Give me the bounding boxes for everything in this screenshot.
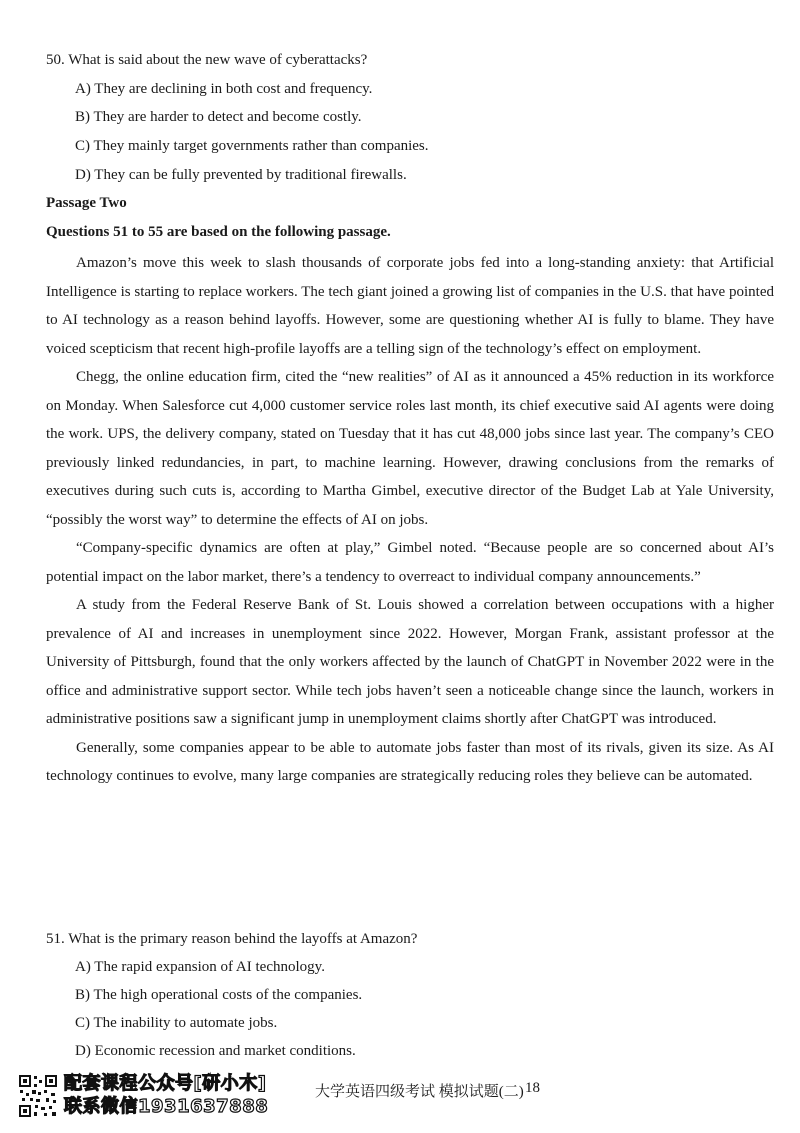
passage-two-instruction: Questions 51 to 55 are based on the following passage. [46,224,391,240]
question-51-option-c: C) The inability to automate jobs. [75,1015,278,1031]
question-51-option-d: D) Economic recession and market conditions. [75,1043,356,1059]
question-50-option-a: A) They are declining in both cost and frequency. [75,81,373,97]
question-50-option-d: D) They can be fully prevented by traditional firewalls. [75,167,407,183]
question-51-option-a: A) The rapid expansion of AI technology. [75,959,325,975]
question-50-option-c: C) They mainly target governments rather than companies. [75,138,429,154]
passage-paragraph-5: Generally, some companies appear to be able to automate jobs faster than most of its rivals, given its size. As AI technology continues to evolve, many large companies are strategically reducing roles they believe can be automated. [46,739,774,784]
qr-code-icon [18,1074,58,1118]
passage-paragraph-3: “Company-specific dynamics are often at play,” Gimbel noted. “Because people are so concerned about AI’s potential impact on the labor market, there’s a tendency to overreact to individual company announcements.” [46,540,774,585]
watermark-line-1: 配套课程公众号[研小木] [64,1073,267,1094]
passage-paragraph-4: A study from the Federal Reserve Bank of St. Louis showed a correlation between occupations with a higher prevalence of AI and increases in unemployment since 2022. However, Morgan Frank, assistant professor at the University of Pittsburgh, found that the only workers affected by the launch of ChatGPT in November 2022 were in the office and administrative support sector. While tech jobs haven’t seen a noticeable change since the launch, workers in administrative positions saw a significant jump in unemployment claims shortly after ChatGPT was introduced. [46,597,774,727]
passage-paragraph-2: Chegg, the online education firm, cited the “new realities” of AI as it announced a 45% reduction in its workforce on Monday. When Salesforce cut 4,000 customer service roles last month, its chief executive said AI agents were doing the work. UPS, the delivery company, stated on Tuesday that it has cut 48,000 jobs since last year. The company’s CEO previously linked redundancies, in part, to machine learning. However, drawing conclusions from the remarks of executives during such cuts is, according to Martha Gimbel, executive director of the Budget Lab at Yale University, “possibly the worst way” to determine the effects of AI on jobs. [46,369,774,528]
passage-two-heading: Passage Two [46,195,127,211]
passage-text [46,249,774,791]
watermark [64,1072,268,1118]
exam-title: 大学英语四级考试 模拟试题(二) [315,1084,524,1100]
question-51-stem: 51. What is the primary reason behind the layoffs at Amazon? [46,931,418,947]
question-51-option-b: B) The high operational costs of the companies. [75,987,363,1003]
question-50-stem: 50. What is said about the new wave of cyberattacks? [46,52,368,68]
passage-paragraph-1: Amazon’s move this week to slash thousands of corporate jobs fed into a long-standing anxiety: that Artificial Intelligence is starting to replace workers. The tech giant joined a growing list of companies in the U.S. that have pointed to AI technology as a reason behind layoffs. However, some are questioning whether AI is fully to blame. They have voiced scepticism that recent high-profile layoffs are a telling sign of the technology’s effect on employment. [46,255,774,357]
page-number: 18 [525,1080,540,1096]
watermark-line-2: 联系微信1931637888 [64,1096,269,1117]
question-50-option-b: B) They are harder to detect and become costly. [75,109,362,125]
